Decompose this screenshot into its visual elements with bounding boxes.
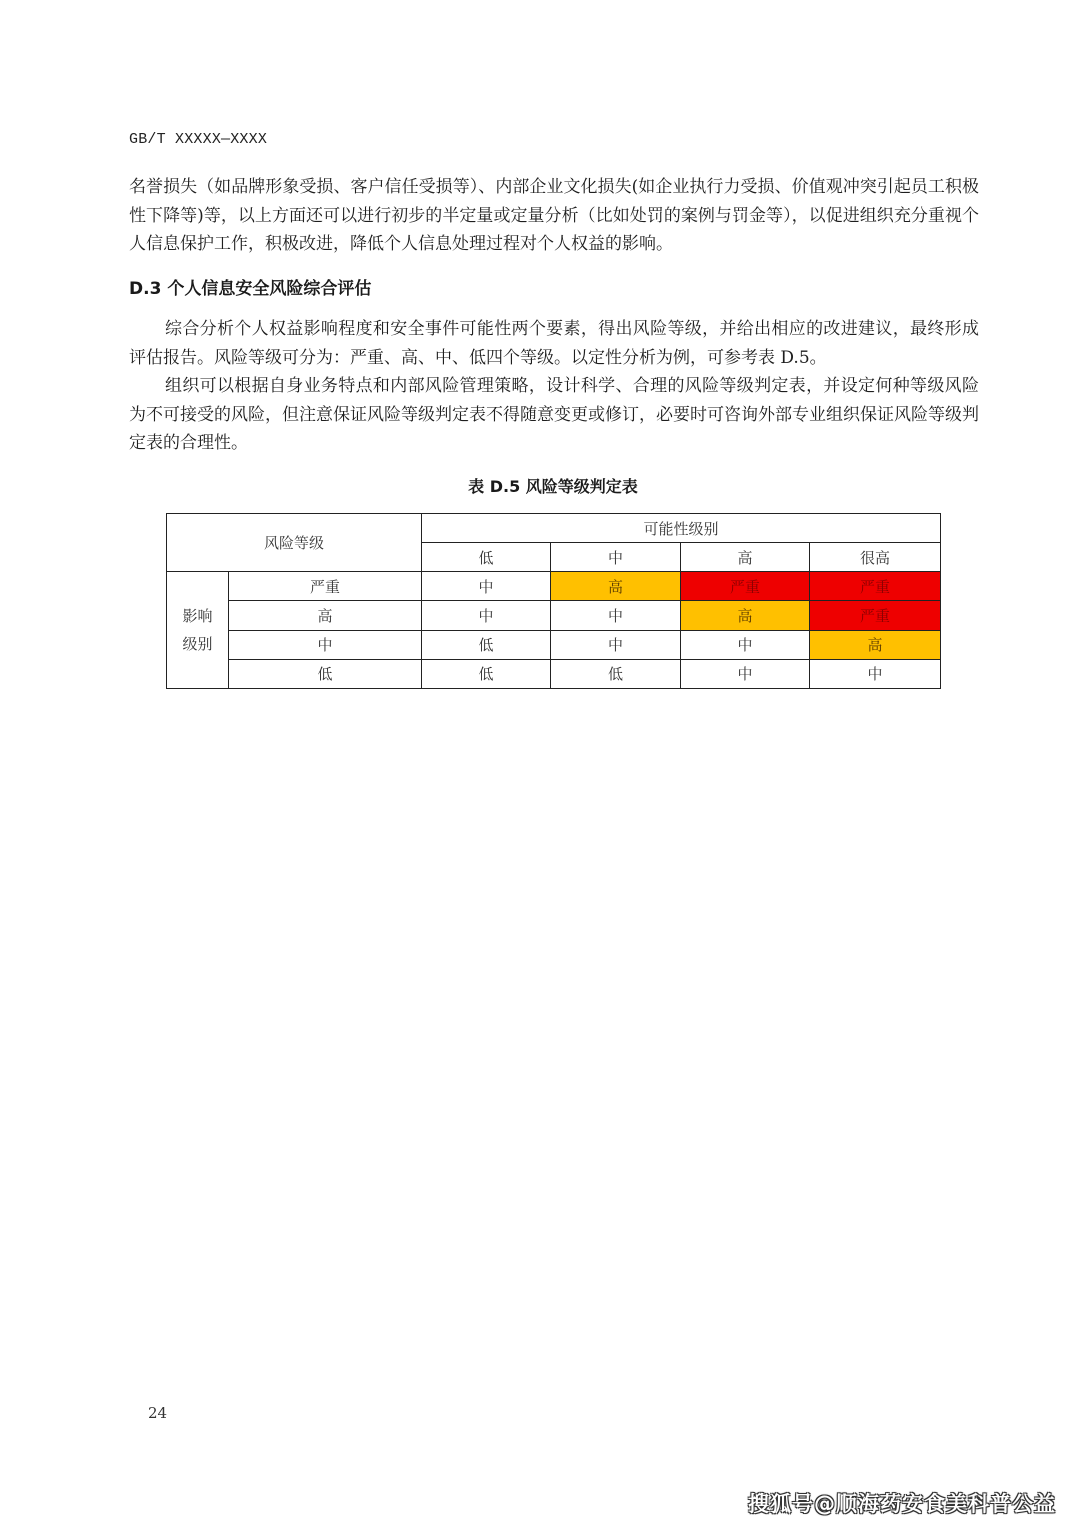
corner-header-cell: 风险等级 [167,514,422,572]
impact-group-label-line2: 级别 [182,635,213,654]
table-row [167,572,941,601]
table-cell: 中 [422,572,551,601]
table-cell: 高 [810,630,941,659]
table-cell: 严重 [810,601,941,630]
impact-group-header [167,572,229,689]
table-cell: 中 [551,630,681,659]
row-header: 严重 [229,572,422,601]
table-row [167,659,941,688]
table-cell: 高 [681,601,810,630]
column-header: 低 [422,543,551,572]
likelihood-group-header: 可能性级别 [422,514,941,543]
risk-level-table [166,513,941,689]
table-cell: 严重 [681,572,810,601]
table-cell: 低 [422,630,551,659]
column-header: 高 [681,543,810,572]
section-heading: D.3 个人信息安全风险综合评估 [129,279,372,299]
row-header: 低 [229,659,422,688]
table-cell: 中 [681,630,810,659]
row-header: 中 [229,630,422,659]
table-cell: 中 [810,659,941,688]
table-cell: 高 [551,572,681,601]
body-paragraph-1: 名誉损失（如品牌形象受损、客户信任受损等）、内部企业文化损失(如企业执行力受损、价值观冲突引起员工积极性下降等)等，以上方面还可以进行初步的半定量或定量分析（比如处罚的案例与罚金等），以促进组织充分重视个人信息保护工作，积极改进，降低个人信息处理过程对个人权益的影响。 [129,177,979,254]
table-caption: 表 D.5 风险等级判定表 [468,477,638,496]
standard-code: GB/T XXXXX—XXXX [129,131,268,148]
table-cell: 中 [681,659,810,688]
impact-group-label-line1: 影响 [182,607,213,626]
table-row [167,601,941,630]
column-header: 中 [551,543,681,572]
watermark: 搜狐号@顺海药安食美科普公益 [748,1492,1056,1516]
body-paragraph-3: 组织可以根据自身业务特点和内部风险管理策略，设计科学、合理的风险等级判定表，并设定何种等级风险为不可接受的风险，但注意保证风险等级判定表不得随意变更或修订，必要时可咨询外部专业组织保证风险等级判定表的合理性。 [129,376,979,453]
row-header: 高 [229,601,422,630]
table-cell: 低 [551,659,681,688]
column-header: 很高 [810,543,941,572]
table-cell: 中 [422,601,551,630]
body-paragraph-2: 综合分析个人权益影响程度和安全事件可能性两个要素，得出风险等级，并给出相应的改进建议，最终形成评估报告。风险等级可分为：严重、高、中、低四个等级。以定性分析为例，可参考表 D.5。 [129,319,979,368]
table-cell: 严重 [810,572,941,601]
table-row [167,630,941,659]
table-header-row [167,514,941,543]
table-cell: 低 [422,659,551,688]
table-cell: 中 [551,601,681,630]
page-number: 24 [148,1404,168,1422]
